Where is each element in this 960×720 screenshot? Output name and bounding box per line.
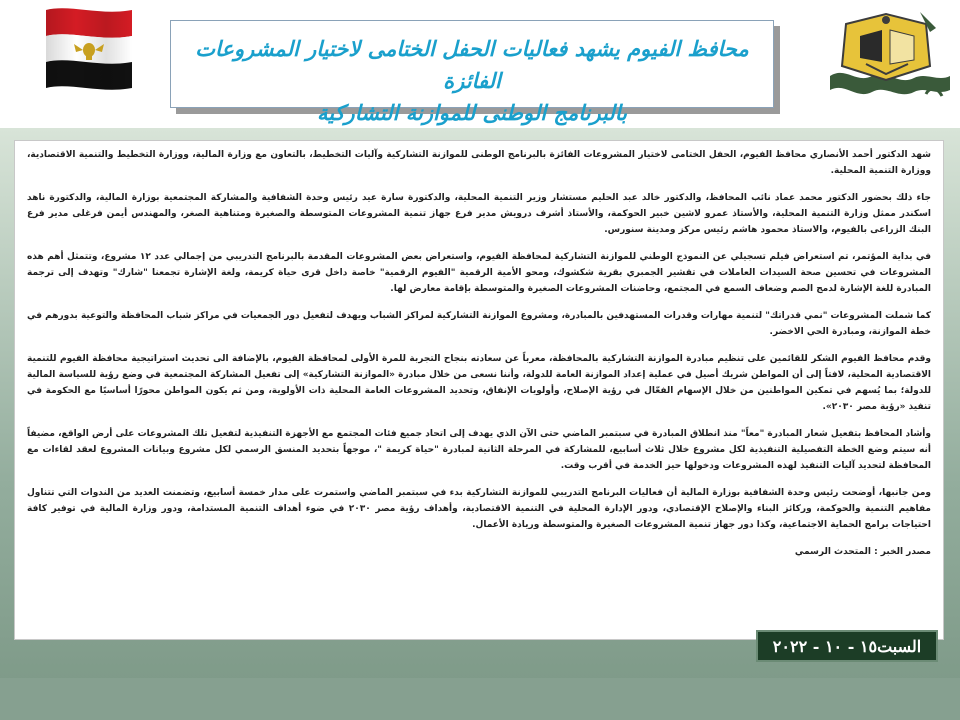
- title-box: [170, 20, 774, 125]
- news-source: مصدر الخبر : المتحدث الرسمي: [794, 547, 931, 557]
- article-paragraph: وأشاد المحافظ بتفعيل شعار المبادرة "معاً" منذ انطلاق المبادرة في سبتمبر الماضي حتى الآن الذي يهدف إلى اتحاد جميع فئات المجتمع مع الأجهزة التنفيذية لتفعيل تلك المشروعات على أرض الواقع، مضيفاً أنه سيتم وضع الخطة التفصيلية التنفيذية لكل مشروع خلال ثلاث أسابيع، للمشاركة في المرحلة الثانية لمبادرة "حياة كريمة "، موجهاً بتحديد المنسق الرسمي لكل مشروع وبيانات المشروع لعقد لقاءات مع المحافظة لتحديد آليات التنفيذ لهذه المشروعات ودخولها حيز الخدمة في أقرب وقت.: [27, 429, 931, 471]
- article-paragraph: جاء ذلك بحضور الدكتور محمد عماد نائب المحافظ، والدكتور خالد عبد الحليم مستشار وزير التنمية المحلية، والدكتورة سارة عيد رئيس وحدة الشفافية والمشاركة المجتمعية بوزارة المالية، والدكتورة ناهد اسكندر ممثل وزارة التنمية المحلية، والأستاذ عمرو لاشين خبير الحوكمة، والأستاذ أشرف درويش مدير فرع جهاز تنمية المشروعات المتوسطة والصغيرة ومتناهية الصغر، والمهندس أيمن فرغلى مدير فرع البنك الزراعى بالفيوم، والاستاذ محمود هاشم رئيس مركز ومدينة سنورس.: [27, 193, 931, 235]
- article-paragraph: كما شملت المشروعات "نمي قدراتك" لتنمية مهارات وقدرات المستهدفين بالمبادرة، ومشروع الموازنة التشاركية لمراكز الشباب ويهدف لتفعيل دور الجمعيات في مراكز شباب المحافظة والتوعية بدورهم في خطة الموازنة، ومبادرة الحي الاخضر.: [27, 311, 931, 337]
- footer-strip: [0, 678, 960, 720]
- page-title-line-2: بالبرنامج الوطنى للموازنة التشاركية: [316, 100, 628, 125]
- article-paragraph: في بداية المؤتمر، تم استعراض فيلم تسجيلي عن النموذج الوطني للموازنة التشاركية لمحافظة الفيوم، واستعراض بعض المشروعات المقدمة بالبرنامج التدريبي من إجمالي عدد ١٢ مشروع، وتتمثل أهم هذه المشروعات في تحسين صحة السيدات العاملات في تقشير الجمبري بقرية شكشوك، ومحو الأمية الرقمية "الفيوم الرقمية" خاصة داخل قرى حياة كريمة، ولغة الإشارة تجمعنا "شارك" وتهدف إلى ترجمة المبادرة للغة الإشارة لدمج الصم وضعاف السمع في المجتمع، وحاضنات المشروعات الصغيرة والمتوسطة بإقامة معارض لها.: [27, 252, 931, 294]
- article-paragraph: ومن جانبها، أوضحت رئيس وحدة الشفافية بوزارة المالية أن فعاليات البرنامج التدريبي للموازنة التشاركية بدء في سبتمبر الماضي واستمرت على مدار خمسة أسابيع، وتضمنت العديد من الندوات التي تتناول مفاهيم التنمية والحوكمة، وركائز البناء والإصلاح الإقتصادي، ودور الإدارة المحلية في التنمية الاقتصادية، وأهداف رؤية مصر ٢٠٣٠ في ضوء أهداف التنمية المستدامة، ودور وزارة المالية في توفير كافة احتياجات برامج الحماية الاجتماعية، وكذا دور جهاز تنمية المشروعات الصغيرة والمتوسطة وريادة الأعمال.: [27, 488, 931, 530]
- fayoum-governorate-logo-icon: [826, 6, 952, 108]
- article-body: [15, 141, 943, 560]
- egypt-flag-icon: [40, 4, 136, 94]
- article-panel: [14, 140, 944, 640]
- date-text: السبت١٥ - ١٠ - ٢٠٢٢: [772, 636, 922, 656]
- date-badge: [756, 630, 938, 662]
- page-title-line-1: محافظ الفيوم يشهد فعاليات الحفل الختامى لاختيار المشروعات الفائزة: [195, 36, 749, 93]
- article-paragraph: وقدم محافظ الفيوم الشكر للقائمين على تنظيم مبادرة الموازنة التشاركية بالمحافظة، معرباً عن سعادته بنجاح التجربة للمرة الأولى لمحافظة الفيوم، بالإضافة الى تحديث استراتيجية محافظة الفيوم للتنمية الاقتصادية المحلية، لافتاً إلى أن المواطن شريك أصيل في عملية إعداد الموازنة العامة للدولة، وأننا نسعى من خلال مبادرة «الموازنة التشاركية» إلى تفعيل المشاركة المجتمعية في وضع رؤية للسياسة المالية للدولة؛ بما يُسهم في تمكين المواطنين من خلال الإسهام الفعّال في رؤية الإصلاح، وأولويات الإنفاق، وتحديد المشروعات العامة المحلية ذات الأولوية، ومن ثم يكون المواطن محورًا أساسيًا مع الحكومة في تنفيذ «رؤية مصر ٢٠٣٠».: [27, 354, 931, 412]
- article-paragraph: شهد الدكتور أحمد الأنصاري محافظ الفيوم، الحفل الختامى لاختيار المشروعات الفائزة بالبرنامج الوطنى للموازنة التشاركية وآليات التخطيط، بالتعاون مع وزارة المالية، ووزارة التخطيط والتنمية الاقتصادية، ووزارة التنمية المحلية.: [27, 150, 931, 176]
